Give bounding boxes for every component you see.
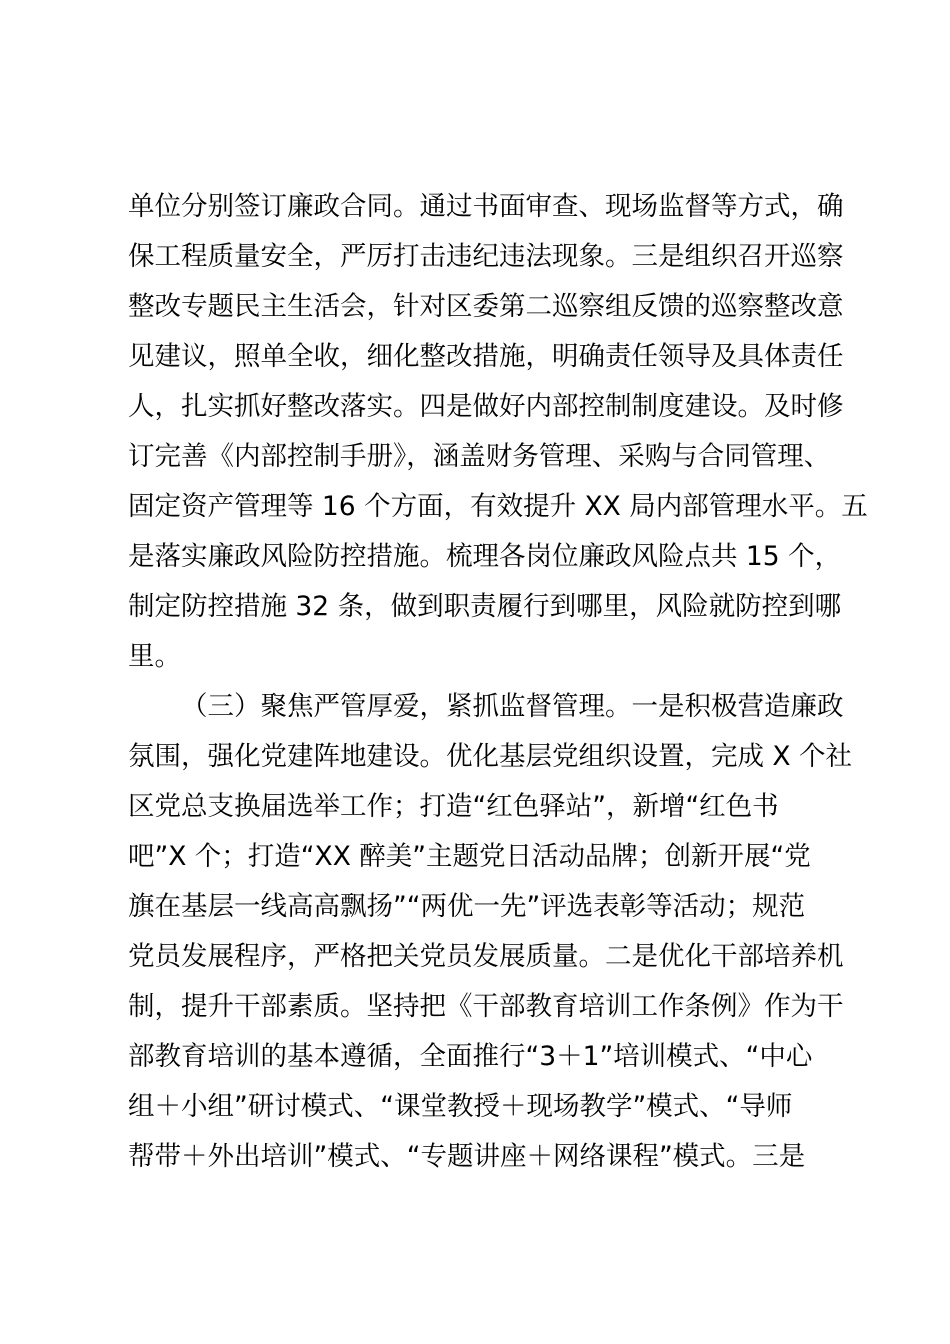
paragraph-first-line: （三）聚焦严管厚爱，紧抓监督管理。一是积极营造廉政 [181,691,844,722]
text-line: 吧”X 个；打造“XX 醉美”主题党日活动品牌；创新开展“党 [128,841,811,872]
text-line: 部教育培训的基本遵循，全面推行“3＋1”培训模式、“中心 [128,1041,813,1072]
text-line: 组＋小组”研讨模式、“课堂教授＋现场教学”模式、“导师 [128,1091,793,1122]
text-line: 制定防控措施 32 条，做到职责履行到哪里，风险就防控到哪 [128,591,842,622]
text-line: 党员发展程序，严格把关党员发展质量。二是优化干部培养机 [128,941,844,972]
text-line: 制，提升干部素质。坚持把《干部教育培训工作条例》作为干 [128,991,844,1022]
text-line: 人，扎实抓好整改落实。四是做好内部控制制度建设。及时修 [128,391,844,422]
text-line: 旗在基层一线高高飘扬”“两优一先”评选表彰等活动；规范 [128,891,806,922]
text-line: 区党总支换届选举工作；打造“红色驿站”，新增“红色书 [128,791,779,822]
text-line: 保工程质量安全，严厉打击违纪违法现象。三是组织召开巡察 [128,241,844,272]
text-line: 氛围，强化党建阵地建设。优化基层党组织设置，完成 X 个社 [128,741,853,772]
text-line: 帮带＋外出培训”模式、“专题讲座＋网络课程”模式。三是 [128,1141,806,1172]
text-line: 整改专题民主生活会，针对区委第二巡察组反馈的巡察整改意 [128,291,844,322]
text-line: 订完善《内部控制手册》，涵盖财务管理、采购与合同管理、 [128,441,831,472]
text-line: 见建议，照单全收，细化整改措施，明确责任领导及具体责任 [128,341,844,372]
text-line: 单位分别签订廉政合同。通过书面审查、现场监督等方式，确 [128,191,844,222]
text-line: 是落实廉政风险防控措施。梳理各岗位廉政风险点共 15 个， [128,541,842,572]
text-line: 固定资产管理等 16 个方面，有效提升 XX 局内部管理水平。五 [128,491,868,522]
text-line: 里。 [128,641,181,672]
